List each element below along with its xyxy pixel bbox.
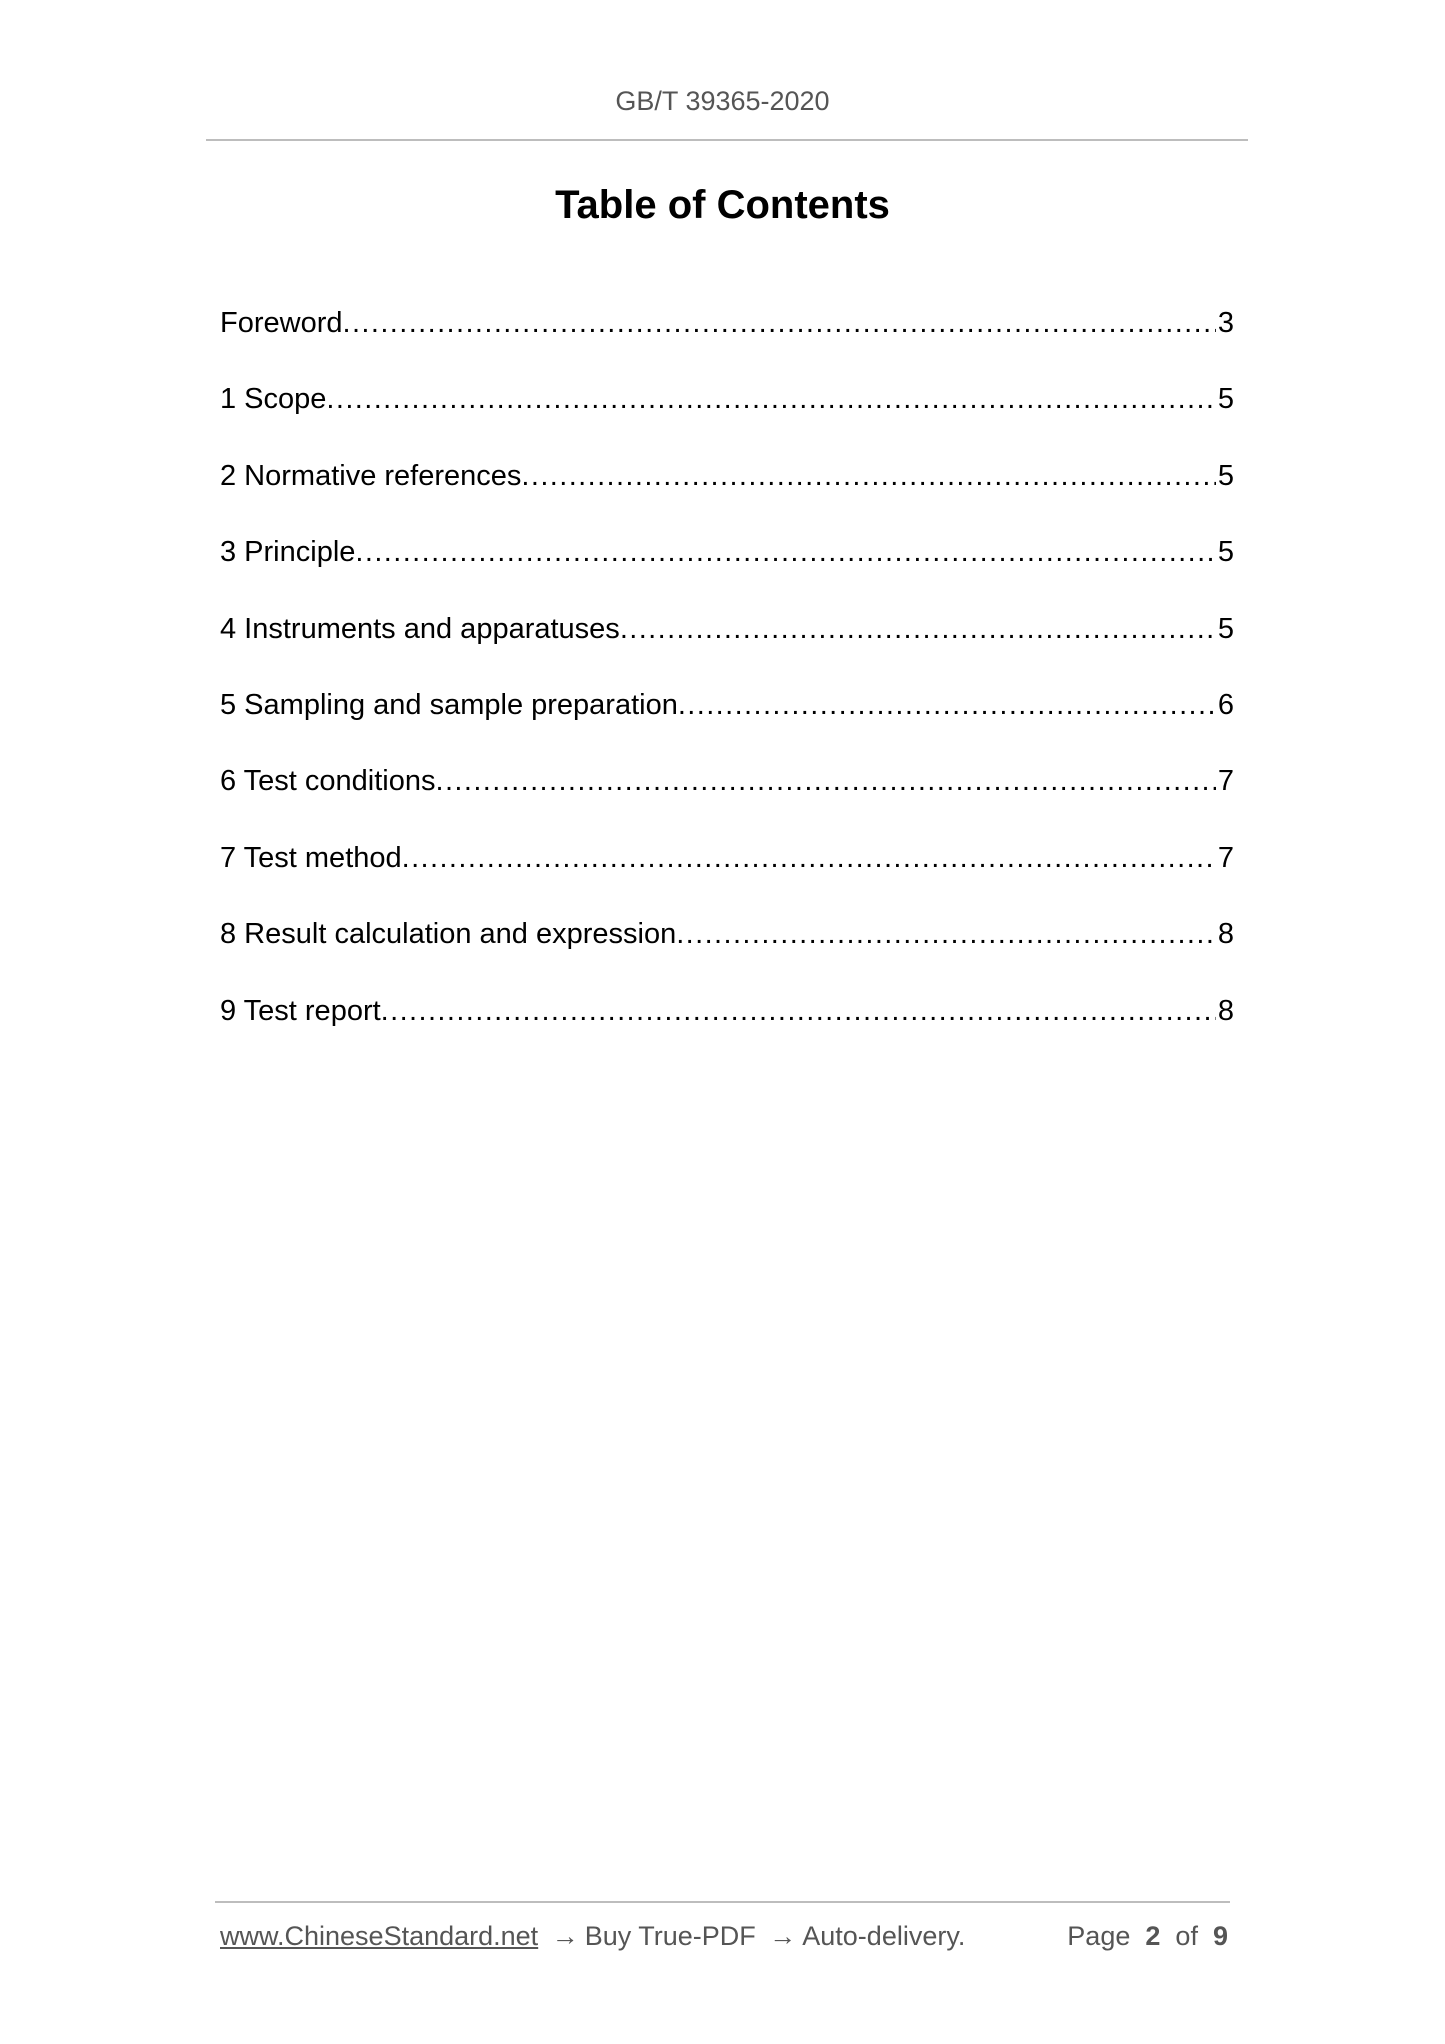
toc-entry-label: Foreword <box>220 307 343 339</box>
toc-entry-label: 1 Scope <box>220 383 327 416</box>
header-divider <box>206 139 1248 141</box>
website-link[interactable]: www.ChineseStandard.net <box>220 1921 539 1951</box>
toc-entry-scope[interactable] <box>220 376 1234 452</box>
toc-entry-page: 8 <box>1217 994 1234 1027</box>
toc-entry-test-conditions[interactable] <box>220 758 1234 834</box>
toc-list <box>220 300 1234 1064</box>
toc-entry-test-method[interactable] <box>220 835 1234 911</box>
toc-entry-label: 4 Instruments and apparatuses <box>220 612 620 645</box>
toc-entry-label: 2 Normative references <box>220 459 522 492</box>
toc-entry-page: 3 <box>1217 307 1234 339</box>
toc-entry-page: 5 <box>1217 459 1234 492</box>
toc-entry-page: 8 <box>1217 918 1234 951</box>
toc-dot-leader <box>436 758 1216 804</box>
page-footer <box>220 1921 1228 1952</box>
toc-entry-page: 5 <box>1217 612 1234 645</box>
footer-divider <box>215 1901 1230 1903</box>
auto-delivery-text: Auto-delivery. <box>802 1921 966 1951</box>
toc-entry-label: 3 Principle <box>220 536 356 569</box>
toc-entry-result-calculation[interactable] <box>220 911 1234 987</box>
toc-dot-leader <box>326 376 1215 422</box>
toc-dot-leader <box>343 300 1216 346</box>
toc-entry-label: 8 Result calculation and expression <box>220 918 677 951</box>
toc-entry-principle[interactable] <box>220 529 1234 605</box>
toc-entry-normative-references[interactable] <box>220 453 1234 529</box>
toc-entry-page: 6 <box>1217 688 1234 721</box>
toc-entry-test-report[interactable] <box>220 988 1234 1064</box>
toc-entry-foreword[interactable] <box>220 300 1234 376</box>
page-indicator <box>1067 1921 1228 1952</box>
toc-entry-page: 7 <box>1217 841 1234 874</box>
toc-entry-label: 7 Test method <box>220 841 402 874</box>
current-page-number: 2 <box>1145 1921 1161 1951</box>
toc-dot-leader <box>678 682 1216 728</box>
toc-entry-label: 9 Test report <box>220 994 381 1027</box>
arrow-right-icon: → <box>769 1921 797 1951</box>
toc-entry-page: 5 <box>1217 536 1234 569</box>
toc-entry-sampling[interactable] <box>220 682 1234 758</box>
toc-dot-leader <box>620 606 1216 652</box>
total-pages-number: 9 <box>1212 1921 1228 1951</box>
toc-dot-leader <box>381 988 1216 1034</box>
toc-dot-leader <box>402 835 1216 881</box>
toc-entry-label: 5 Sampling and sample preparation <box>220 688 678 721</box>
toc-dot-leader <box>676 911 1216 957</box>
toc-entry-page: 7 <box>1217 765 1234 798</box>
toc-dot-leader <box>355 529 1215 575</box>
arrow-right-icon: → <box>551 1921 579 1951</box>
toc-dot-leader <box>521 453 1215 499</box>
running-header: GB/T 39365-2020 <box>615 86 830 116</box>
of-label: of <box>1175 1921 1198 1951</box>
page-title: Table of Contents <box>555 183 890 227</box>
toc-entry-instruments[interactable] <box>220 606 1234 682</box>
footer-promo <box>220 1921 965 1952</box>
toc-entry-page: 5 <box>1217 383 1234 416</box>
page-label: Page <box>1067 1921 1131 1951</box>
toc-entry-label: 6 Test conditions <box>220 765 436 798</box>
buy-pdf-text: Buy True-PDF <box>584 1921 756 1951</box>
